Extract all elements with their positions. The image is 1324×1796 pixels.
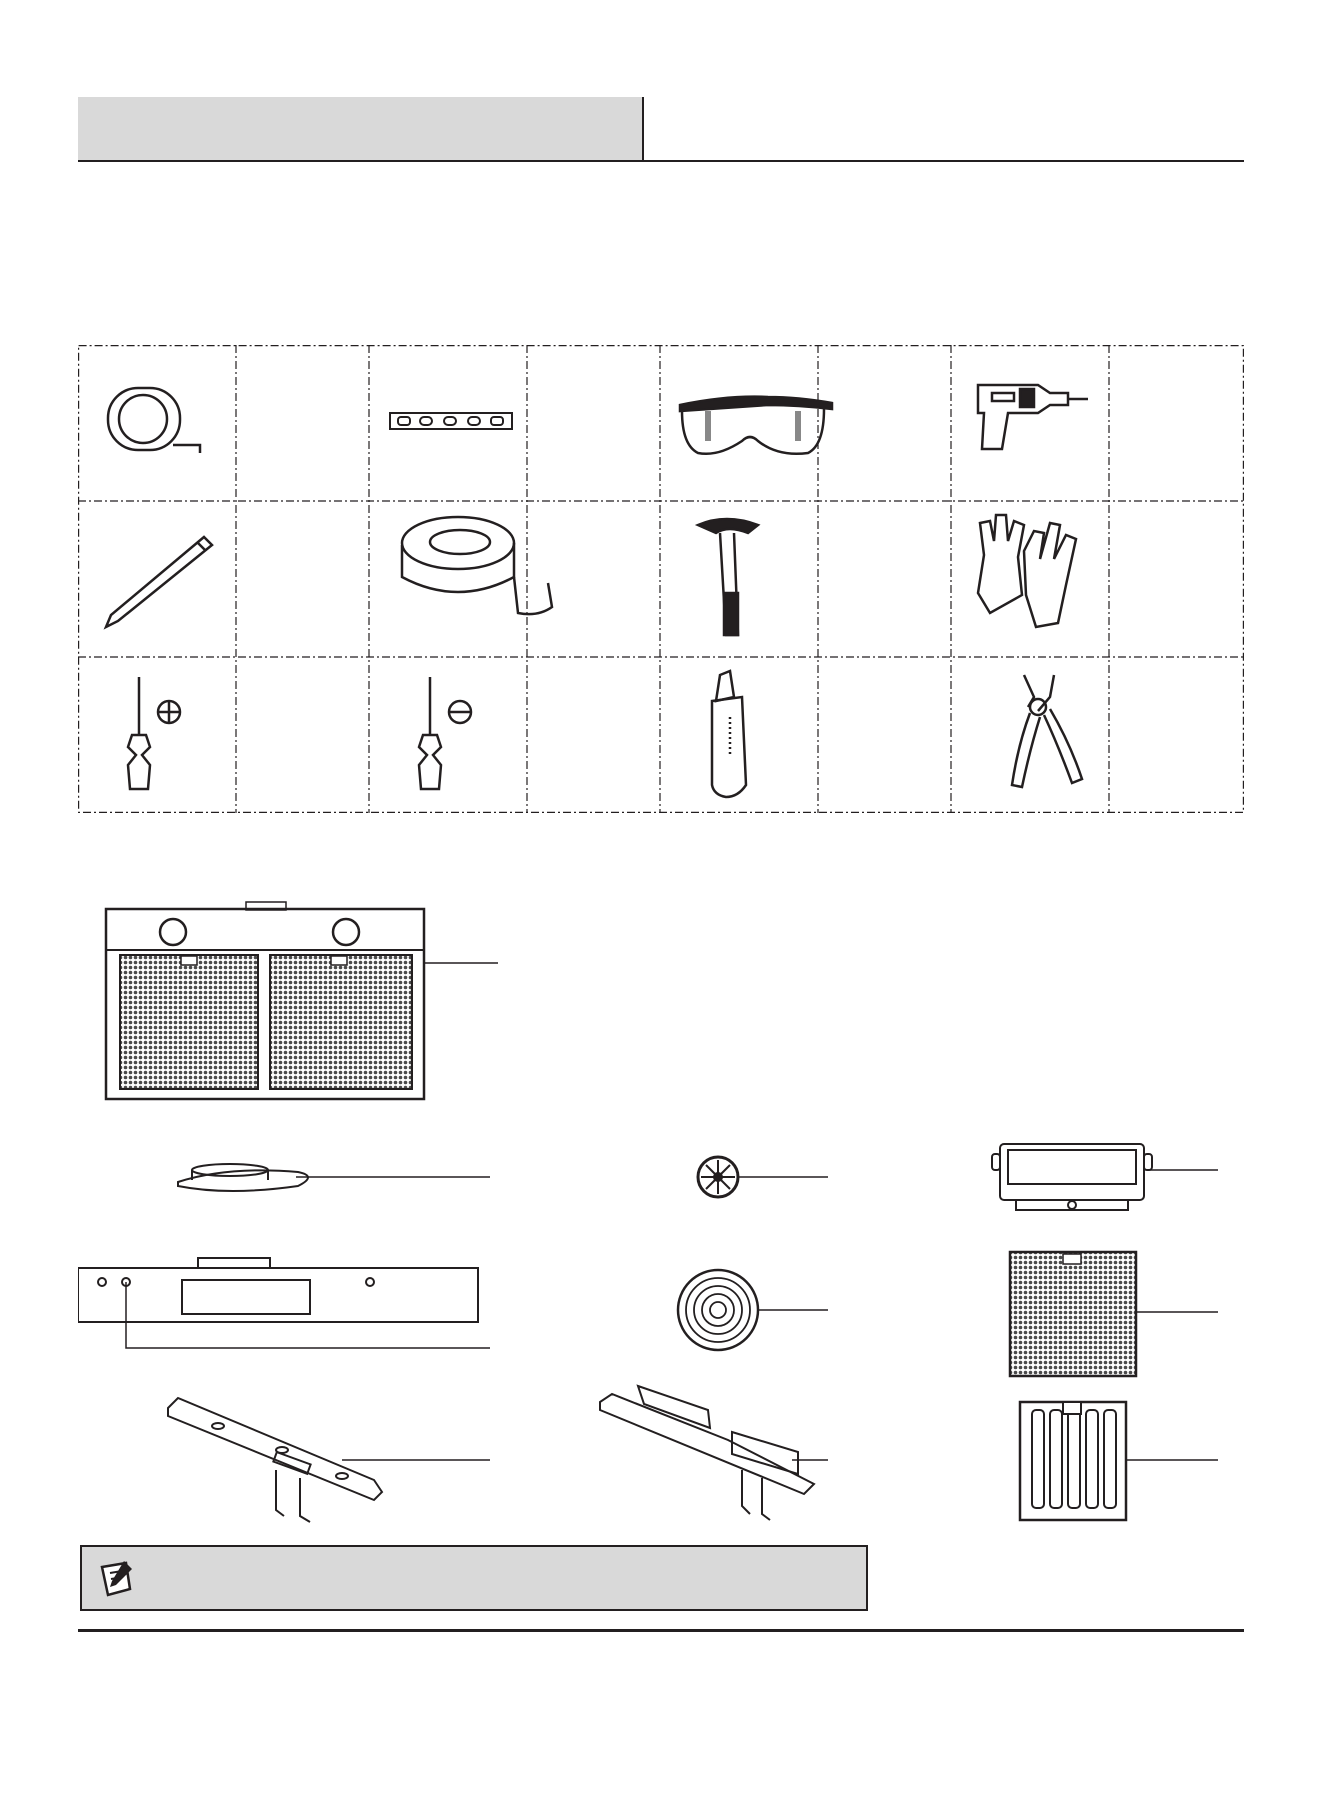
- range-hood-icon: [106, 902, 498, 1099]
- charcoal-filter-icon: [678, 1270, 828, 1350]
- utility-knife-icon: [712, 671, 746, 797]
- pliers-icon: [1012, 675, 1082, 787]
- level-icon: [390, 413, 512, 429]
- duct-tape-icon: [402, 517, 552, 614]
- note-box: [80, 1545, 868, 1611]
- damper-icon: [698, 1157, 828, 1197]
- tools-grid: [78, 345, 1244, 813]
- flathead-screwdriver-icon: [419, 677, 471, 789]
- work-gloves-icon: [978, 515, 1076, 627]
- header-rule: [78, 160, 1244, 162]
- footer-rule: [78, 1629, 1244, 1632]
- safety-glasses-icon: [680, 397, 832, 454]
- baffle-filter-icon: [1020, 1402, 1218, 1520]
- back-panel-icon: [78, 1258, 490, 1348]
- note-icon: [96, 1559, 136, 1599]
- header-divider: [642, 97, 644, 162]
- phillips-screwdriver-icon: [128, 677, 180, 789]
- hammer-icon: [698, 519, 758, 635]
- pencil-icon: [106, 537, 212, 627]
- drill-icon: [978, 385, 1088, 449]
- tape-measure-icon: [108, 388, 200, 453]
- package-contents: [78, 880, 1244, 1540]
- extension-bar-icon: [600, 1386, 828, 1520]
- section-header-tab: [78, 97, 643, 161]
- support-bar-icon: [168, 1398, 490, 1522]
- mesh-filter-icon: [1010, 1252, 1218, 1376]
- duct-collar-icon: [178, 1164, 490, 1191]
- mounting-bracket-icon: [992, 1144, 1218, 1210]
